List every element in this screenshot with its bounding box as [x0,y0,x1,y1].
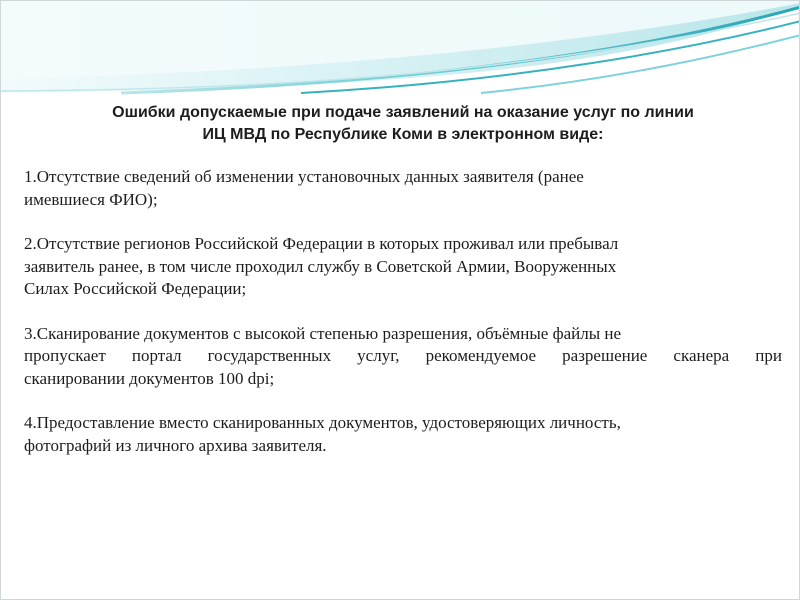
heading-line-1: Ошибки допускаемые при подаче заявлений на оказание услуг по линии [112,104,694,121]
slide-content [24,102,782,479]
list-item-3-line-1: 3.Сканирование документов с высокой степенью разрешения, объёмные файлы не [24,323,622,343]
list-item-3-line-3: сканировании документов 100 dpi; [24,368,275,388]
slide-heading [24,102,782,146]
list-item-2-line-1: 2.Отсутствие регионов Российской Федерации в которых проживал или пребывал [24,234,619,253]
list-item-1-line-1: 1.Отсутствие сведений об изменении установочных данных заявителя (ранее [24,167,584,186]
list-item-3 [24,323,782,391]
list-item-4 [24,412,782,457]
heading-line-2: ИЦ МВД по Республике Коми в электронном виде: [202,126,604,143]
list-item-2 [24,233,782,301]
list-item-4-line-1: 4.Предоставление вместо сканированных документов, удостоверяющих личность, [24,413,621,432]
list-item-3-line-2: пропускает портал государственных услуг, рекомендуемое разрешение сканера при [24,346,782,365]
list-item-2-line-2: заявитель ранее, в том числе проходил службу в Советской Армии, Вооруженных [24,256,617,276]
list-item-2-line-3: Силах Российской Федерации; [24,279,247,298]
list-item-1-line-2: имевшиеся ФИО); [24,189,158,209]
list-item-1 [24,166,782,211]
list-item-4-line-2: фотографий из личного архива заявителя. [24,435,327,455]
